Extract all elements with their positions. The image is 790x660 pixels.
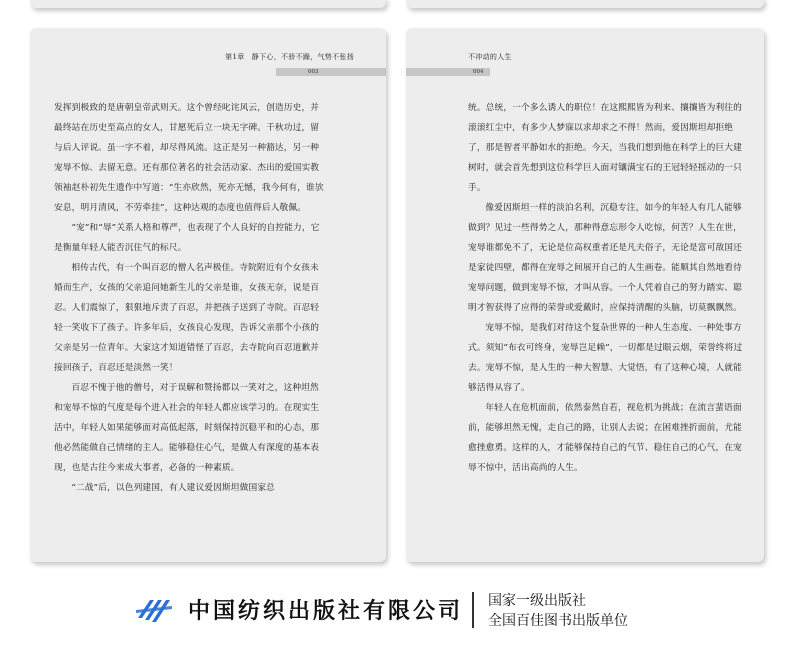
right-paragraph: 统。总统，一个多么诱人的职位！在这熙熙皆为利来、攘攘皆为利往的滚滚红尘中，有多少人梦寐以求却求之不得！然而，爱因斯坦却拒绝了，那是智者平静如水的拒绝。今天，当我们想到他在科学上的巨大建树时，就会首先想到这位科学巨人面对镶满宝石的王冠轻轻摇动的一只手。 — [468, 103, 742, 193]
right-page — [406, 28, 764, 562]
right-paragraph: 年轻人在危机面前，依然泰然自若，视危机为挑战；在流言蜚语面前，能够坦然无愧，走自己的路，让别人去说；在困难挫折面前，尤能愈挫愈勇。这样的人，才能够保持自己的气节、稳住自己的心气，在宠辱不惊中，活出高尚的人生。 — [468, 403, 742, 473]
right-paragraph: 像爱因斯坦一样的淡泊名利，沉稳专注，如今的年轻人有几人能够做到？见过一些得势之人，那种得意忘形令人吃惊，何苦？人生在世，宠辱谁都免不了，无论是位高权重者还是凡夫俗子，无论是富可敌国还是家徒四壁，都得在宠辱之间展开自己的人生画卷。能顺其自然地看待宠辱问题，做到宠辱不惊，才叫从容。一个人凭着自己的努力踏实、聪明才智获得了应得的荣誉或爱戴时，应保持清醒的头脑，切莫飘飘然。 — [468, 203, 742, 313]
publisher-tagline-1: 国家一级出版社 — [488, 593, 586, 609]
right-page-header: 不冲动的人生 — [468, 53, 512, 61]
publisher-logo-icon — [136, 594, 174, 624]
left-page-number: 003 — [308, 69, 319, 75]
left-paragraph: “二战”后，以色列建国，有人建议爱因斯坦做国家总 — [71, 483, 275, 493]
logo-stripes — [136, 600, 172, 622]
previous-left-page-edge — [30, 0, 386, 8]
left-page-number-bar — [276, 68, 386, 76]
left-page — [30, 28, 386, 562]
left-paragraph: 相传古代，有一个叫百忍的僧人名声极佳。寺院附近有个女孩未婚而生产，女孩的父亲追问她新生儿的父亲是谁，女孩无奈，说是百忍。人们震惊了，狠狠地斥责了百忍，并把孩子送到了寺院。百忍轻轻一笑收下了孩子。许多年后，女孩良心发现，告诉父亲那个小孩的父亲是另一位青年。大家这才知道错怪了百忍，去寺院向百忍道歉并接回孩子，百忍还是淡然一笑！ — [54, 263, 320, 373]
right-page-body — [468, 98, 748, 478]
previous-right-page-edge — [406, 0, 764, 8]
right-page-number: 004 — [473, 69, 484, 75]
publisher-footer — [136, 588, 656, 632]
right-paragraph: 宠辱不惊，是我们对待这个复杂世界的一种人生态度、一种处事方式。须知“布衣可终身，宠辱岂足赖”，一切都是过眼云烟，荣誉终将过去。宠辱不惊，是人生的一种大智慧、大觉悟，有了这种心境，人就能够活得从容了。 — [468, 323, 743, 393]
left-page-header: 第1章 静下心，不骄不躁，气势不张扬 — [225, 53, 354, 61]
left-paragraph: 发挥到极致的是唐朝皇帝武则天。这个曾经叱诧风云，创造历史，并最终站在历史至高点的女人，甘愿死后立一块无字碑。千秋功过，留与后人评说。虽一字不着，却尽得风流。这正是另一种豁达，另一种宠辱不惊、去留无意。还有那位著名的社会活动家、杰出的爱国实教领袖赵朴初先生遗作中写道：“生亦欣然，死亦无憾，我今何有，谁欤安息，明月清风，不劳牵挂”，这种达观的态度也值得后人敬佩。 — [54, 103, 324, 213]
left-paragraph: 百忍不愧于他的僧号，对于误解和赞扬都以一笑对之，这种坦然和宠辱不惊的气度是每个进入社会的年轻人都应该学习的。在现实生活中，年轻人如果能够面对高低起落，时刻保持沉稳平和的心态，那他必然能做自己情绪的主人。能够稳住心气，是做人有深度的基本表现，也是古往今来成大事者，必备的一种素质。 — [54, 383, 320, 473]
footer-divider — [472, 592, 474, 628]
left-page-body — [54, 98, 326, 498]
publisher-name: 中国纺织出版社有限公司 — [188, 598, 464, 624]
left-paragraph: “宠”和“辱”关系人格和尊严，也表现了个人良好的自控能力，它是衡量年轻人能否沉住气的标尺。 — [54, 223, 320, 253]
publisher-tagline-2: 全国百佳图书出版单位 — [488, 613, 628, 629]
